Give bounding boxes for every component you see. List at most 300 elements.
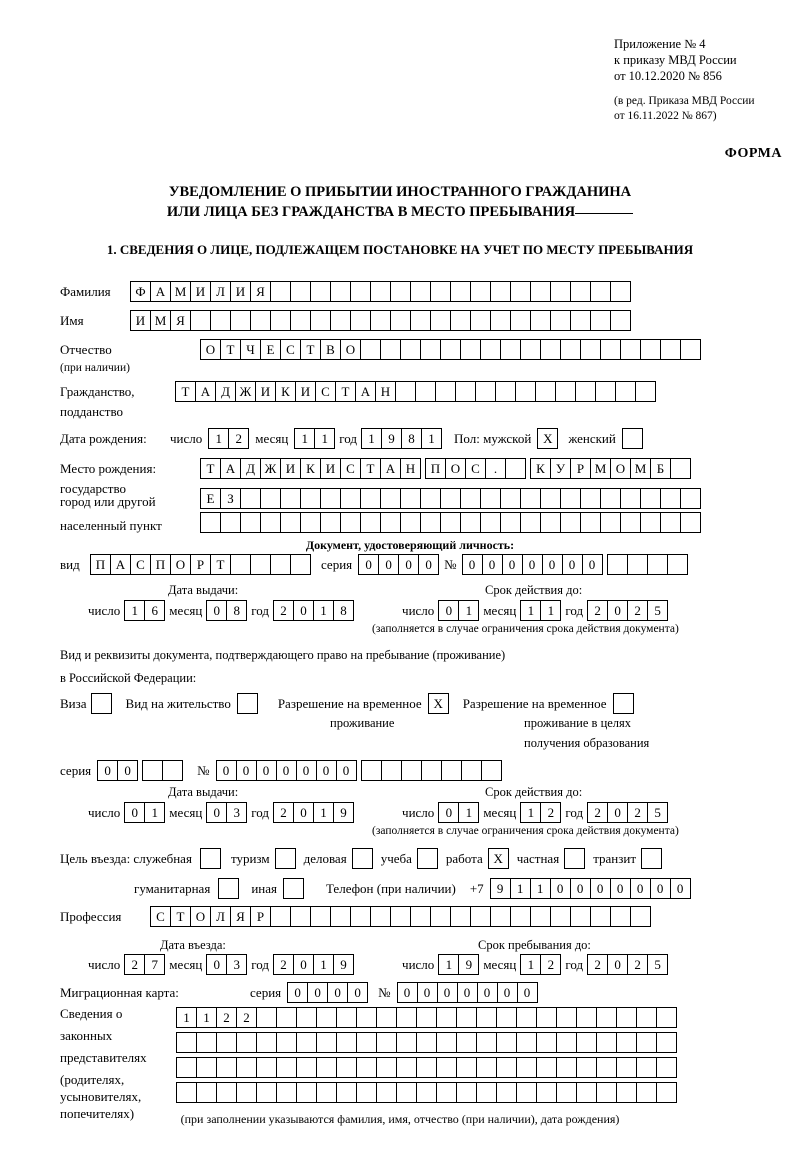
- form-cell[interactable]: [580, 512, 601, 533]
- form-cell[interactable]: [400, 339, 421, 360]
- form-cell[interactable]: [396, 1032, 417, 1053]
- form-cell[interactable]: 8: [226, 600, 247, 621]
- doc-number-extra[interactable]: [607, 554, 688, 575]
- form-cell[interactable]: [296, 1007, 317, 1028]
- form-cell[interactable]: [450, 310, 471, 331]
- form-cell[interactable]: [560, 488, 581, 509]
- form-cell[interactable]: [270, 906, 291, 927]
- purpose-business-checkbox[interactable]: [352, 848, 373, 869]
- form-cell[interactable]: 9: [381, 428, 402, 449]
- form-cell[interactable]: 8: [333, 600, 354, 621]
- form-cell[interactable]: 0: [206, 802, 227, 823]
- form-cell[interactable]: Т: [175, 381, 196, 402]
- form-cell[interactable]: Ч: [240, 339, 261, 360]
- form-cell[interactable]: [660, 512, 681, 533]
- form-cell[interactable]: [480, 512, 501, 533]
- form-cell[interactable]: [390, 310, 411, 331]
- form-cell[interactable]: [360, 488, 381, 509]
- migration-series-input[interactable]: [287, 982, 368, 1003]
- legal-reps-input-4[interactable]: [176, 1082, 677, 1103]
- form-cell[interactable]: И: [295, 381, 316, 402]
- form-cell[interactable]: 0: [417, 982, 438, 1003]
- form-cell[interactable]: 1: [421, 428, 442, 449]
- form-cell[interactable]: 0: [256, 760, 277, 781]
- form-cell[interactable]: 0: [276, 760, 297, 781]
- form-cell[interactable]: [196, 1082, 217, 1103]
- form-cell[interactable]: [280, 512, 301, 533]
- form-cell[interactable]: О: [340, 339, 361, 360]
- form-cell[interactable]: [356, 1057, 377, 1078]
- form-cell[interactable]: [200, 512, 221, 533]
- form-cell[interactable]: [396, 1082, 417, 1103]
- form-cell[interactable]: [556, 1057, 577, 1078]
- form-cell[interactable]: 1: [208, 428, 229, 449]
- form-cell[interactable]: [456, 1057, 477, 1078]
- form-cell[interactable]: 0: [296, 760, 317, 781]
- form-cell[interactable]: [510, 281, 531, 302]
- form-cell[interactable]: Т: [300, 339, 321, 360]
- form-cell[interactable]: [607, 554, 628, 575]
- form-cell[interactable]: [216, 1032, 237, 1053]
- form-cell[interactable]: А: [355, 381, 376, 402]
- form-cell[interactable]: [361, 760, 382, 781]
- form-cell[interactable]: [441, 760, 462, 781]
- form-cell[interactable]: [256, 1007, 277, 1028]
- form-cell[interactable]: 0: [522, 554, 543, 575]
- purpose-humanitarian-checkbox[interactable]: [218, 878, 239, 899]
- form-cell[interactable]: [580, 488, 601, 509]
- form-cell[interactable]: [535, 381, 556, 402]
- form-cell[interactable]: [370, 281, 391, 302]
- form-cell[interactable]: [240, 488, 261, 509]
- form-cell[interactable]: [620, 339, 641, 360]
- doc-valid-year-input[interactable]: [587, 600, 668, 621]
- form-cell[interactable]: 0: [206, 954, 227, 975]
- form-cell[interactable]: [395, 381, 416, 402]
- form-cell[interactable]: [616, 1057, 637, 1078]
- form-cell[interactable]: К: [530, 458, 551, 479]
- form-cell[interactable]: Т: [200, 458, 221, 479]
- form-cell[interactable]: [296, 1032, 317, 1053]
- form-cell[interactable]: 0: [610, 878, 631, 899]
- form-cell[interactable]: [260, 512, 281, 533]
- form-cell[interactable]: [330, 906, 351, 927]
- form-cell[interactable]: 1: [520, 954, 541, 975]
- form-cell[interactable]: [480, 488, 501, 509]
- form-cell[interactable]: [376, 1007, 397, 1028]
- form-cell[interactable]: И: [230, 281, 251, 302]
- form-cell[interactable]: [400, 488, 421, 509]
- form-cell[interactable]: 2: [273, 802, 294, 823]
- form-cell[interactable]: [667, 554, 688, 575]
- form-cell[interactable]: 0: [550, 878, 571, 899]
- form-cell[interactable]: [300, 488, 321, 509]
- form-cell[interactable]: [556, 1032, 577, 1053]
- form-cell[interactable]: [210, 310, 231, 331]
- form-cell[interactable]: [536, 1007, 557, 1028]
- form-cell[interactable]: [630, 906, 651, 927]
- form-cell[interactable]: [190, 310, 211, 331]
- form-cell[interactable]: [570, 310, 591, 331]
- form-cell[interactable]: [520, 339, 541, 360]
- birthplace-city-input-a[interactable]: [425, 458, 526, 479]
- form-cell[interactable]: 2: [627, 802, 648, 823]
- form-cell[interactable]: 0: [216, 760, 237, 781]
- form-cell[interactable]: [256, 1082, 277, 1103]
- form-cell[interactable]: [460, 512, 481, 533]
- form-cell[interactable]: [620, 512, 641, 533]
- form-cell[interactable]: [290, 906, 311, 927]
- form-cell[interactable]: [330, 281, 351, 302]
- legal-reps-input-1[interactable]: [176, 1007, 677, 1028]
- form-cell[interactable]: [496, 1082, 517, 1103]
- permit-number-input[interactable]: [216, 760, 357, 781]
- form-cell[interactable]: [336, 1082, 357, 1103]
- form-cell[interactable]: [496, 1007, 517, 1028]
- form-cell[interactable]: 0: [590, 878, 611, 899]
- form-cell[interactable]: [290, 554, 311, 575]
- form-cell[interactable]: К: [300, 458, 321, 479]
- form-cell[interactable]: [216, 1082, 237, 1103]
- form-cell[interactable]: [490, 310, 511, 331]
- form-cell[interactable]: [370, 906, 391, 927]
- form-cell[interactable]: [290, 281, 311, 302]
- profession-input[interactable]: [150, 906, 651, 927]
- form-cell[interactable]: И: [280, 458, 301, 479]
- form-cell[interactable]: [461, 760, 482, 781]
- form-cell[interactable]: [420, 488, 441, 509]
- form-cell[interactable]: [436, 1082, 457, 1103]
- form-cell[interactable]: 5: [647, 954, 668, 975]
- form-cell[interactable]: 9: [458, 954, 479, 975]
- form-cell[interactable]: [636, 1082, 657, 1103]
- form-cell[interactable]: [340, 512, 361, 533]
- form-cell[interactable]: 0: [477, 982, 498, 1003]
- form-cell[interactable]: 8: [401, 428, 422, 449]
- form-cell[interactable]: [600, 339, 621, 360]
- form-cell[interactable]: [476, 1057, 497, 1078]
- form-cell[interactable]: [530, 906, 551, 927]
- form-cell[interactable]: [230, 310, 251, 331]
- form-cell[interactable]: [340, 488, 361, 509]
- form-cell[interactable]: [316, 1032, 337, 1053]
- form-cell[interactable]: Ж: [235, 381, 256, 402]
- form-cell[interactable]: 0: [562, 554, 583, 575]
- form-cell[interactable]: 1: [313, 600, 334, 621]
- form-cell[interactable]: [196, 1032, 217, 1053]
- form-cell[interactable]: [556, 1082, 577, 1103]
- form-cell[interactable]: [216, 1057, 237, 1078]
- form-cell[interactable]: [410, 281, 431, 302]
- form-cell[interactable]: [270, 310, 291, 331]
- form-cell[interactable]: [296, 1082, 317, 1103]
- form-cell[interactable]: [360, 512, 381, 533]
- form-cell[interactable]: [416, 1057, 437, 1078]
- form-cell[interactable]: [540, 488, 561, 509]
- form-cell[interactable]: [576, 1007, 597, 1028]
- form-cell[interactable]: 2: [124, 954, 145, 975]
- form-cell[interactable]: Т: [170, 906, 191, 927]
- form-cell[interactable]: [500, 339, 521, 360]
- permit-issue-day-input[interactable]: [124, 802, 165, 823]
- form-cell[interactable]: [436, 1032, 457, 1053]
- form-cell[interactable]: 2: [273, 600, 294, 621]
- form-cell[interactable]: [240, 512, 261, 533]
- form-cell[interactable]: 3: [226, 802, 247, 823]
- form-cell[interactable]: Ф: [130, 281, 151, 302]
- sex-female-checkbox[interactable]: [622, 428, 643, 449]
- form-cell[interactable]: [356, 1007, 377, 1028]
- form-cell[interactable]: 0: [517, 982, 538, 1003]
- form-cell[interactable]: [420, 512, 441, 533]
- form-cell[interactable]: [476, 1082, 497, 1103]
- form-cell[interactable]: [410, 310, 431, 331]
- form-cell[interactable]: [176, 1032, 197, 1053]
- form-cell[interactable]: [480, 339, 501, 360]
- form-cell[interactable]: [656, 1057, 677, 1078]
- form-cell[interactable]: 0: [307, 982, 328, 1003]
- form-cell[interactable]: Р: [570, 458, 591, 479]
- form-cell[interactable]: [421, 760, 442, 781]
- form-cell[interactable]: [396, 1007, 417, 1028]
- form-cell[interactable]: [430, 310, 451, 331]
- form-cell[interactable]: 6: [144, 600, 165, 621]
- form-cell[interactable]: 0: [438, 600, 459, 621]
- form-cell[interactable]: [316, 1007, 337, 1028]
- form-cell[interactable]: [390, 906, 411, 927]
- doc-issue-year-input[interactable]: [273, 600, 354, 621]
- form-cell[interactable]: [320, 512, 341, 533]
- surname-input[interactable]: [130, 281, 631, 302]
- form-cell[interactable]: 2: [587, 954, 608, 975]
- stay-day-input[interactable]: [438, 954, 479, 975]
- form-cell[interactable]: [320, 488, 341, 509]
- form-cell[interactable]: 7: [144, 954, 165, 975]
- form-cell[interactable]: [456, 1082, 477, 1103]
- form-cell[interactable]: .: [485, 458, 506, 479]
- purpose-tourism-checkbox[interactable]: [275, 848, 296, 869]
- permit-valid-day-input[interactable]: [438, 802, 479, 823]
- form-cell[interactable]: [436, 1057, 457, 1078]
- form-cell[interactable]: [400, 512, 421, 533]
- form-cell[interactable]: 1: [458, 600, 479, 621]
- form-cell[interactable]: 0: [457, 982, 478, 1003]
- form-cell[interactable]: [640, 339, 661, 360]
- form-cell[interactable]: [490, 281, 511, 302]
- form-cell[interactable]: 1: [314, 428, 335, 449]
- form-cell[interactable]: 5: [647, 802, 668, 823]
- form-cell[interactable]: [475, 381, 496, 402]
- purpose-other-checkbox[interactable]: [283, 878, 304, 899]
- purpose-work-checkbox[interactable]: X: [488, 848, 509, 869]
- form-cell[interactable]: [570, 906, 591, 927]
- form-cell[interactable]: [680, 512, 701, 533]
- form-cell[interactable]: 0: [358, 554, 379, 575]
- form-cell[interactable]: [627, 554, 648, 575]
- form-cell[interactable]: П: [150, 554, 171, 575]
- form-cell[interactable]: 1: [144, 802, 165, 823]
- form-cell[interactable]: 0: [347, 982, 368, 1003]
- form-cell[interactable]: [310, 310, 331, 331]
- citizenship-input[interactable]: [175, 381, 656, 402]
- form-cell[interactable]: [616, 1007, 637, 1028]
- form-cell[interactable]: 1: [294, 428, 315, 449]
- form-cell[interactable]: [176, 1082, 197, 1103]
- form-cell[interactable]: [276, 1007, 297, 1028]
- form-cell[interactable]: [575, 381, 596, 402]
- form-cell[interactable]: [196, 1057, 217, 1078]
- form-cell[interactable]: 0: [418, 554, 439, 575]
- form-cell[interactable]: [396, 1057, 417, 1078]
- form-cell[interactable]: 2: [216, 1007, 237, 1028]
- form-cell[interactable]: [500, 512, 521, 533]
- form-cell[interactable]: [360, 339, 381, 360]
- form-cell[interactable]: 9: [490, 878, 511, 899]
- form-cell[interactable]: 0: [327, 982, 348, 1003]
- form-cell[interactable]: Л: [210, 906, 231, 927]
- form-cell[interactable]: [495, 381, 516, 402]
- form-cell[interactable]: М: [150, 310, 171, 331]
- form-cell[interactable]: [250, 310, 271, 331]
- form-cell[interactable]: Т: [360, 458, 381, 479]
- name-input[interactable]: [130, 310, 631, 331]
- form-cell[interactable]: [176, 1057, 197, 1078]
- form-cell[interactable]: 0: [117, 760, 138, 781]
- form-cell[interactable]: А: [150, 281, 171, 302]
- purpose-study-checkbox[interactable]: [417, 848, 438, 869]
- form-cell[interactable]: [610, 906, 631, 927]
- form-cell[interactable]: С: [340, 458, 361, 479]
- form-cell[interactable]: [336, 1007, 357, 1028]
- form-cell[interactable]: [615, 381, 636, 402]
- form-cell[interactable]: [280, 488, 301, 509]
- form-cell[interactable]: 0: [124, 802, 145, 823]
- form-cell[interactable]: [490, 906, 511, 927]
- form-cell[interactable]: Я: [170, 310, 191, 331]
- form-cell[interactable]: О: [445, 458, 466, 479]
- form-cell[interactable]: [256, 1057, 277, 1078]
- doc-kind-input[interactable]: [90, 554, 311, 575]
- form-cell[interactable]: [250, 554, 271, 575]
- form-cell[interactable]: [236, 1082, 257, 1103]
- permit-number-extra[interactable]: [361, 760, 502, 781]
- form-cell[interactable]: [610, 310, 631, 331]
- form-cell[interactable]: [300, 512, 321, 533]
- form-cell[interactable]: [600, 488, 621, 509]
- form-cell[interactable]: С: [280, 339, 301, 360]
- permit-valid-year-input[interactable]: [587, 802, 668, 823]
- form-cell[interactable]: [590, 310, 611, 331]
- form-cell[interactable]: [550, 310, 571, 331]
- form-cell[interactable]: [576, 1032, 597, 1053]
- form-cell[interactable]: 9: [333, 954, 354, 975]
- form-cell[interactable]: 2: [627, 954, 648, 975]
- form-cell[interactable]: [380, 488, 401, 509]
- form-cell[interactable]: С: [150, 906, 171, 927]
- form-cell[interactable]: 0: [462, 554, 483, 575]
- form-cell[interactable]: И: [320, 458, 341, 479]
- form-cell[interactable]: 0: [438, 802, 459, 823]
- form-cell[interactable]: 1: [520, 600, 541, 621]
- doc-valid-month-input[interactable]: [520, 600, 561, 621]
- form-cell[interactable]: У: [550, 458, 571, 479]
- form-cell[interactable]: 0: [607, 954, 628, 975]
- purpose-transit-checkbox[interactable]: [641, 848, 662, 869]
- form-cell[interactable]: [516, 1082, 537, 1103]
- form-cell[interactable]: [410, 906, 431, 927]
- birth-month-input[interactable]: [294, 428, 335, 449]
- form-cell[interactable]: [576, 1057, 597, 1078]
- permit-series-extra[interactable]: [142, 760, 183, 781]
- doc-valid-day-input[interactable]: [438, 600, 479, 621]
- form-cell[interactable]: 1: [124, 600, 145, 621]
- form-cell[interactable]: [595, 381, 616, 402]
- form-cell[interactable]: 5: [647, 600, 668, 621]
- permit-series-input[interactable]: [97, 760, 138, 781]
- legal-reps-input-3[interactable]: [176, 1057, 677, 1078]
- form-cell[interactable]: [555, 381, 576, 402]
- form-cell[interactable]: М: [170, 281, 191, 302]
- form-cell[interactable]: [520, 488, 541, 509]
- form-cell[interactable]: [460, 488, 481, 509]
- migration-number-input[interactable]: [397, 982, 538, 1003]
- form-cell[interactable]: Т: [220, 339, 241, 360]
- form-cell[interactable]: [510, 310, 531, 331]
- form-cell[interactable]: [450, 906, 471, 927]
- sex-male-checkbox[interactable]: X: [537, 428, 558, 449]
- form-cell[interactable]: [436, 1007, 457, 1028]
- form-cell[interactable]: [356, 1082, 377, 1103]
- form-cell[interactable]: [550, 281, 571, 302]
- form-cell[interactable]: [570, 281, 591, 302]
- patronymic-input[interactable]: [200, 339, 701, 360]
- form-cell[interactable]: [310, 906, 331, 927]
- form-cell[interactable]: [580, 339, 601, 360]
- form-cell[interactable]: [530, 310, 551, 331]
- form-cell[interactable]: 1: [176, 1007, 197, 1028]
- form-cell[interactable]: [596, 1057, 617, 1078]
- form-cell[interactable]: [376, 1032, 397, 1053]
- form-cell[interactable]: 0: [582, 554, 603, 575]
- doc-number-input[interactable]: [462, 554, 603, 575]
- form-cell[interactable]: Р: [190, 554, 211, 575]
- form-cell[interactable]: [680, 339, 701, 360]
- form-cell[interactable]: [336, 1032, 357, 1053]
- form-cell[interactable]: Т: [335, 381, 356, 402]
- form-cell[interactable]: Р: [250, 906, 271, 927]
- form-cell[interactable]: 0: [437, 982, 458, 1003]
- form-cell[interactable]: 1: [540, 600, 561, 621]
- form-cell[interactable]: [390, 281, 411, 302]
- form-cell[interactable]: [510, 906, 531, 927]
- form-cell[interactable]: [576, 1082, 597, 1103]
- form-cell[interactable]: [540, 339, 561, 360]
- permit-valid-month-input[interactable]: [520, 802, 561, 823]
- form-cell[interactable]: [276, 1057, 297, 1078]
- form-cell[interactable]: 0: [287, 982, 308, 1003]
- permit-issue-month-input[interactable]: [206, 802, 247, 823]
- form-cell[interactable]: С: [130, 554, 151, 575]
- doc-series-input[interactable]: [358, 554, 439, 575]
- form-cell[interactable]: 1: [530, 878, 551, 899]
- form-cell[interactable]: [560, 512, 581, 533]
- form-cell[interactable]: [356, 1032, 377, 1053]
- entry-day-input[interactable]: [124, 954, 165, 975]
- form-cell[interactable]: [316, 1057, 337, 1078]
- stay-year-input[interactable]: [587, 954, 668, 975]
- form-cell[interactable]: [640, 488, 661, 509]
- form-cell[interactable]: [270, 554, 291, 575]
